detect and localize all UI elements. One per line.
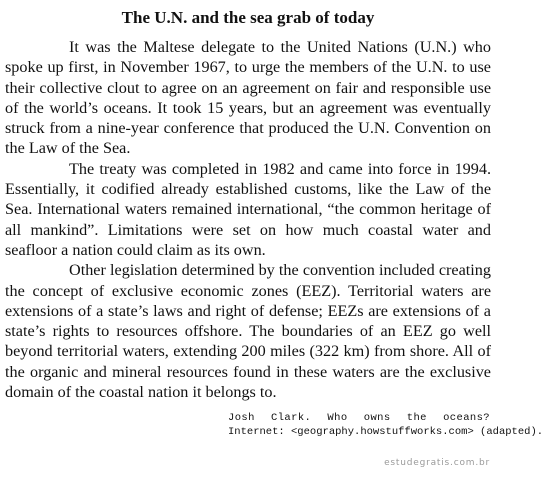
source-author-title: Josh Clark. Who owns the oceans? — [228, 412, 490, 424]
paragraph-2: The treaty was completed in 1982 and came into force in 1994. Essentially, it codified already established customs, like the Law of the Sea. International waters remained international, “the common heritage of all mankind”. Limitations were set on how much coastal water and seafloor a nation could claim as its own. — [5, 159, 491, 259]
watermark: estudegratis.com.br — [384, 458, 490, 468]
article-title: The U.N. and the sea grab of today — [121, 8, 375, 27]
source-citation — [228, 411, 543, 439]
paragraph-1: It was the Maltese delegate to the United Nations (U.N.) who spoke up first, in November 1967, to urge the members of the U.N. to use their collective clout to agree on an agreement on fair and responsible use of the world’s oceans. It took 15 years, but an agreement was eventually struck from a nine-year conference that produced the U.N. Convention on the Law of the Sea. — [5, 38, 491, 158]
paragraph-3: Other legislation determined by the convention included creating the concept of exclusive economic zones (EEZ). Territorial waters are extensions of a state’s laws and right of defense; EEZs are extensions of a state’s rights to resources offshore. The boundaries of an EEZ go well beyond territorial waters, extending 200 miles (322 km) from shore. All of the organic and mineral resources found in these waters are the exclusive domain of the coastal nation it belongs to. — [5, 261, 491, 402]
source-url: Internet: <geography.howstuffworks.com> (adapted). — [228, 426, 543, 438]
article-body — [5, 37, 491, 402]
